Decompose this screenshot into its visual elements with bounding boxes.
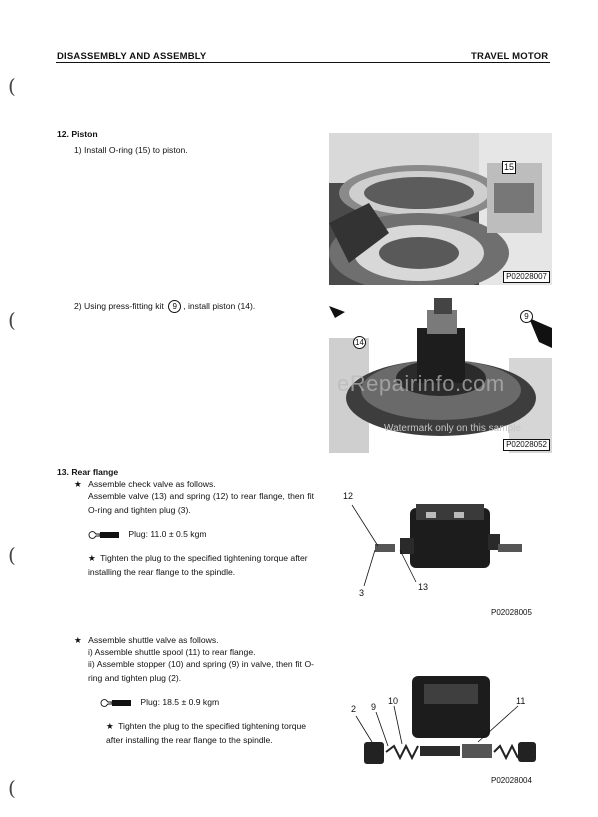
callout-13: 13 [418,582,429,592]
star-mark: ★ [74,479,82,489]
step-12-2 [74,300,255,314]
shuttle-valve-note-text: Tighten the plug to the specified tightening torque after installing the rear flange to the spindle. [106,721,307,745]
watermark-main: eRepairinfo.com [337,371,505,396]
circled-number-9: 9 [168,300,181,313]
step-12-2-post: , install piston (14). [183,301,256,311]
shuttle-step-ii: ii) Assemble stopper (10) and spring (9) in valve, then fit O-ring and tighten plug (2). [88,659,314,683]
header-rule [56,62,550,63]
callout-9: 9 [371,702,377,712]
figure-shuttle-valve-image [338,672,552,780]
photo-oring-piston [329,133,552,285]
callout-10: 10 [388,696,399,706]
figure-check-caption: P02028005 [491,608,532,617]
plug-torque-text: Plug: 18.5 ± 0.9 kgm [140,697,220,707]
step-12-1: 1) Install O-ring (15) to piston. [74,145,188,155]
shuttle-step-i: i) Assemble shuttle spool (11) to rear flange. [88,647,256,657]
photo-1-caption: P02028007 [503,271,550,283]
callout-9: 9 [520,310,533,323]
binder-mark: ( [8,74,16,98]
section-12-title: 12. Piston [57,129,98,139]
figure-shuttle-valve [338,672,552,780]
star-mark: ★ [88,553,96,563]
header-right: TRAVEL MOTOR [471,51,549,62]
shuttle-valve-plug [100,696,219,710]
photo-oring-piston-image [329,133,552,285]
callout-14: 14 [353,336,366,349]
wrench-torque-icon [100,698,132,708]
header-left: DISASSEMBLY AND ASSEMBLY [57,51,207,62]
binder-mark: ( [8,308,16,332]
section-13-title: 13. Rear flange [57,467,119,477]
check-valve-plug [88,528,207,542]
watermark-sub: Watermark only on this sample [384,423,521,434]
star-mark: ★ [74,635,82,645]
check-valve-body: Assemble valve (13) and spring (12) to rear flange, then fit O-ring and tighten plug (3). [88,491,314,515]
callout-11: 11 [516,696,526,706]
plug-torque-text: Plug: 11.0 ± 0.5 kgm [128,529,207,539]
callout-15: 15 [504,162,515,172]
callout-2: 2 [351,704,357,714]
shuttle-valve-note [106,720,314,747]
photo-2-caption: P02028052 [503,439,550,451]
wrench-torque-icon [88,530,120,540]
shuttle-valve-lead-text: Assemble shuttle valve as follows. [88,635,219,645]
check-valve-note [88,552,314,579]
figure-shuttle-caption: P02028004 [491,776,532,785]
step-12-2-pre: 2) Using press-fitting kit [74,301,164,311]
star-mark: ★ [106,721,114,731]
callout-12: 12 [343,491,354,501]
check-valve-note-text: Tighten the plug to the specified tightening torque after installing the rear flange to the spindle. [88,553,308,577]
callout-3: 3 [359,588,365,598]
binder-mark: ( [8,776,16,800]
binder-mark: ( [8,543,16,567]
figure-check-valve [330,490,552,610]
check-valve-lead-text: Assemble check valve as follows. [88,479,216,489]
